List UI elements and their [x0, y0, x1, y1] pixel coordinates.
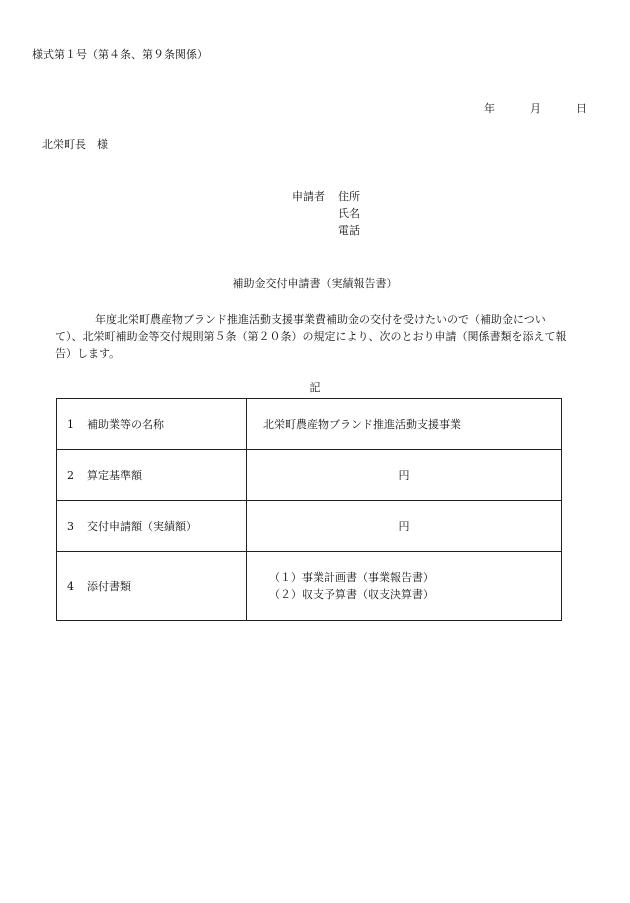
- attachment-item: （１）事業計画書（事業報告書）: [269, 571, 434, 584]
- table-row: [57, 501, 562, 552]
- document-title: 補助金交付申請書（実績報告書）: [232, 277, 398, 290]
- row-value: 円: [398, 519, 410, 533]
- row-value-cell: [247, 450, 562, 501]
- addressee: 北栄町長 様: [42, 138, 108, 151]
- table-row: [57, 399, 562, 450]
- row-label-cell: [57, 501, 247, 552]
- row-value: 円: [398, 468, 410, 482]
- row-label-cell: [57, 552, 247, 621]
- row-value-cell: [247, 552, 562, 621]
- row-label-cell: [57, 399, 247, 450]
- applicant-label: 申請者: [292, 190, 325, 203]
- row-value-cell: [247, 399, 562, 450]
- date-year-label: 年: [484, 102, 495, 115]
- applicant-address-label: 住所: [338, 190, 360, 203]
- table-row: [57, 450, 562, 501]
- row-number: 3: [67, 519, 74, 533]
- body-paragraph: 年度北栄町農産物ブランド推進活動支援事業費補助金の交付を受けたいので（補助金について）、北栄町補助金等交付規則第５条（第２０条）の規定により、次のとおり申請（関係書類を添えて報告）します。: [55, 313, 567, 360]
- row-label: 補助業等の名称: [87, 417, 164, 431]
- row-label: 交付申請額（実績額）: [87, 519, 197, 533]
- date-month-label: 月: [530, 102, 541, 115]
- row-value-cell: [247, 501, 562, 552]
- applicant-name-label: 氏名: [338, 207, 360, 220]
- applicant-phone-label: 電話: [338, 224, 360, 237]
- row-number: 2: [67, 468, 74, 482]
- row-label: 添付書類: [87, 579, 131, 593]
- row-value: 北栄町農産物ブランド推進活動支援事業: [263, 417, 461, 431]
- items-table: [56, 398, 562, 621]
- row-number: 4: [67, 579, 74, 593]
- row-label-cell: [57, 450, 247, 501]
- date-day-label: 日: [576, 102, 587, 115]
- date-line: [484, 102, 587, 116]
- form-number: 様式第１号（第４条、第９条関係）: [32, 48, 208, 61]
- table-row: [57, 552, 562, 621]
- ki-heading: 記: [309, 381, 321, 394]
- attachment-item: （２）収支予算書（収支決算書）: [269, 588, 434, 601]
- row-number: 1: [67, 417, 74, 431]
- row-label: 算定基準額: [87, 468, 142, 482]
